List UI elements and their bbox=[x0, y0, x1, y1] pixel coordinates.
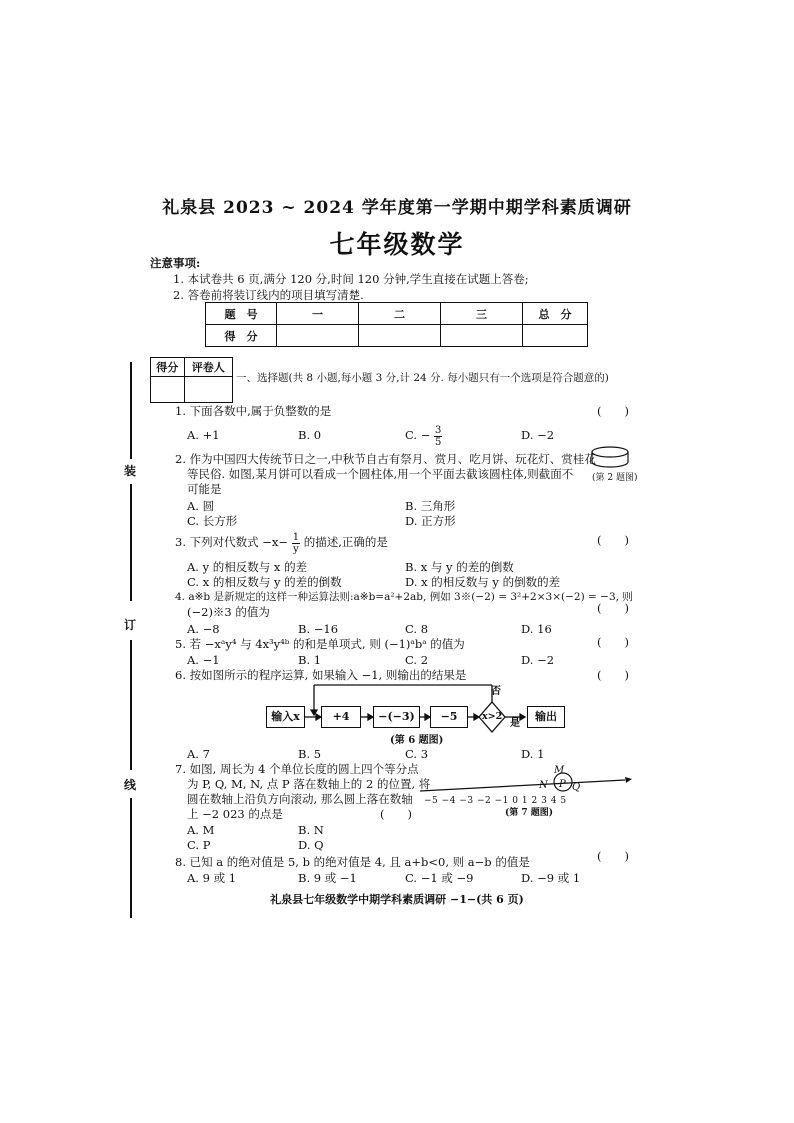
notice-item-1: 1. 本试卷共 6 页,满分 120 分,时间 120 分钟,学生直接在试题上答卷; bbox=[173, 272, 529, 286]
q7-option-b: B. N bbox=[298, 823, 324, 837]
notice-item-2: 2. 答卷前将装订线内的项目填写清楚. bbox=[173, 288, 364, 302]
q3-fraction bbox=[292, 532, 300, 555]
binding-char-zhuang: 装 bbox=[124, 464, 137, 478]
q3-option-b: B. x 与 y 的差的倒数 bbox=[405, 560, 514, 574]
score-cell-3[interactable] bbox=[441, 325, 523, 347]
flow-output-box: 输出 bbox=[527, 706, 565, 728]
q1-option-c-prefix: C. − bbox=[405, 428, 431, 442]
q4-answer-paren[interactable]: ( ) bbox=[597, 601, 629, 615]
q2-option-b: B. 三角形 bbox=[405, 499, 456, 513]
q3-option-c: C. x 的相反数与 y 的差的倒数 bbox=[187, 575, 342, 589]
q3-stem-pre: 3. 下列对代数式 −x− bbox=[175, 535, 289, 549]
binding-line-segment bbox=[130, 640, 132, 770]
q7-tick: −2 bbox=[476, 796, 492, 806]
q6-stem: 6. 按如图所示的程序运算, 如果输入 −1, 则输出的结果是 bbox=[175, 668, 467, 682]
binding-line-segment bbox=[130, 362, 132, 459]
grader-name-cell[interactable] bbox=[184, 377, 232, 403]
score-header-total: 总 分 bbox=[523, 303, 588, 325]
q4-line-1: 4. a※b 是新规定的这样一种运算法则:a※b=a²+2ab, 例如 3※(−2) = 3²+2×3×(−2) = −3, 则 bbox=[175, 591, 633, 603]
flow-step-minus5: −5 bbox=[430, 706, 468, 728]
score-cell-2[interactable] bbox=[359, 325, 441, 347]
flow-input-box: 输入x bbox=[266, 706, 305, 728]
flow-step-plus4: +4 bbox=[321, 706, 361, 728]
q7-line-3: 圆在数轴上沿负方向滚动, 那么圆上落在数轴 bbox=[187, 792, 413, 806]
q7-tick: −3 bbox=[459, 796, 474, 806]
page-footer: 礼泉县七年级数学中期学科素质调研 −1−(共 6 页) bbox=[270, 893, 524, 906]
section1-heading: 一、选择题(共 8 小题,每小题 3 分,计 24 分. 每小题只有一个选项是符合题意的) bbox=[236, 372, 609, 384]
q7-tick: 1 bbox=[521, 796, 529, 806]
score-row-label: 得 分 bbox=[206, 325, 277, 347]
q2-option-a: A. 圆 bbox=[187, 499, 215, 513]
exam-title: 礼泉县 2023 ~ 2024 学年度第一学期中期学科素质调研 bbox=[162, 198, 632, 218]
q7-line-4: 上 −2 023 的点是 bbox=[187, 807, 283, 821]
q7-line-1: 7. 如图, 周长为 4 个单位长度的圆上四个等分点 bbox=[175, 762, 419, 776]
grader-score-cell[interactable] bbox=[151, 377, 185, 403]
binding-line-segment bbox=[130, 484, 132, 601]
q7-tick: 2 bbox=[531, 796, 538, 806]
q6-figure-caption: (第 6 题图) bbox=[390, 735, 444, 746]
q7-point-p: P bbox=[559, 779, 566, 790]
q1-option-c bbox=[405, 420, 442, 450]
flow-condition: x>2 bbox=[482, 711, 503, 722]
q6-option-b: B. 5 bbox=[298, 747, 322, 761]
q5-option-a: A. −1 bbox=[187, 653, 220, 667]
q7-figure-caption: (第 7 题图) bbox=[505, 808, 554, 818]
flow-step-minus-neg3: −(−3) bbox=[373, 706, 420, 728]
notice-heading: 注意事项: bbox=[150, 256, 201, 270]
q4-option-a: A. −8 bbox=[187, 622, 220, 636]
q3-fraction-numerator: 1 bbox=[292, 531, 300, 543]
q6-option-c: C. 3 bbox=[405, 747, 429, 761]
q4-option-d: D. 16 bbox=[521, 622, 552, 636]
q7-option-a: A. M bbox=[187, 823, 215, 837]
score-header-part2: 二 bbox=[359, 303, 441, 325]
score-cell-1[interactable] bbox=[277, 325, 359, 347]
q4-option-b: B. −16 bbox=[298, 622, 339, 636]
score-header-part3: 三 bbox=[441, 303, 523, 325]
exam-subtitle: 七年级数学 bbox=[329, 230, 465, 259]
q2-line-3: 可能是 bbox=[187, 482, 222, 496]
q7-tick: −5 bbox=[424, 796, 439, 806]
q7-point-m: M bbox=[554, 765, 565, 776]
q7-point-q: Q bbox=[572, 782, 581, 793]
q5-option-b: B. 1 bbox=[298, 653, 322, 667]
q1-option-d: D. −2 bbox=[521, 428, 555, 442]
grader-box bbox=[150, 357, 233, 403]
q2-figure-caption: (第 2 题图) bbox=[592, 473, 638, 483]
q8-answer-paren[interactable]: ( ) bbox=[597, 849, 629, 863]
q7-tick: 4 bbox=[550, 796, 557, 806]
q3-option-a: A. y 的相反数与 x 的差 bbox=[187, 560, 308, 574]
q7-point-n: N bbox=[539, 780, 548, 791]
flow-yes-label: 是 bbox=[510, 718, 520, 729]
q1-answer-paren[interactable]: ( ) bbox=[597, 404, 629, 418]
q4-line-2: (−2)※3 的值为 bbox=[187, 605, 270, 619]
q3-fraction-denominator: y bbox=[293, 543, 299, 555]
score-table bbox=[205, 302, 588, 347]
q7-tick: 0 bbox=[512, 796, 519, 806]
q7-tick: −1 bbox=[494, 796, 509, 806]
q5-answer-paren[interactable]: ( ) bbox=[597, 635, 629, 649]
q8-option-b: B. 9 或 −1 bbox=[298, 871, 357, 885]
q2-option-d: D. 正方形 bbox=[405, 514, 456, 528]
grader-name-label: 评卷人 bbox=[184, 358, 232, 377]
q7-tick: 5 bbox=[560, 796, 567, 806]
q6-option-d: D. 1 bbox=[521, 747, 545, 761]
q7-option-d: D. Q bbox=[298, 838, 324, 852]
q2-line-1: 2. 作为中国四大传统节日之一,中秋节自古有祭月、赏月、吃月饼、玩花灯、赏桂花 bbox=[175, 452, 596, 466]
q2-line-2: 等民俗. 如图,某月饼可以看成一个圆柱体,用一个平面去截该圆柱体,则截面不 bbox=[187, 467, 574, 481]
q1-option-a: A. +1 bbox=[187, 428, 220, 442]
q3-option-d: D. x 的相反数与 y 的倒数的差 bbox=[405, 575, 561, 589]
q4-option-c: C. 8 bbox=[405, 622, 429, 636]
q7-answer-paren[interactable]: ( ) bbox=[380, 807, 412, 821]
mooncake-cylinder-figure bbox=[590, 446, 630, 470]
q8-option-c: C. −1 或 −9 bbox=[405, 871, 474, 885]
q5-option-d: D. −2 bbox=[521, 653, 555, 667]
q1-option-c-fraction bbox=[434, 425, 442, 448]
q3-answer-paren[interactable]: ( ) bbox=[597, 533, 629, 547]
score-cell-total[interactable] bbox=[523, 325, 588, 347]
q8-option-a: A. 9 或 1 bbox=[187, 871, 237, 885]
binding-char-xian: 线 bbox=[124, 778, 137, 792]
q7-line-2: 为 P, Q, M, N, 点 P 落在数轴上的 2 的位置, 将 bbox=[187, 777, 431, 791]
binding-char-ding: 订 bbox=[124, 618, 137, 632]
q8-stem: 8. 已知 a 的绝对值是 5, b 的绝对值是 4, 且 a+b<0, 则 a−b 的值是 bbox=[175, 855, 530, 869]
q7-tick: −4 bbox=[441, 796, 456, 806]
q7-option-c: C. P bbox=[187, 838, 211, 852]
q6-answer-paren[interactable]: ( ) bbox=[597, 668, 629, 682]
q6-option-a: A. 7 bbox=[187, 747, 210, 761]
q1-option-b: B. 0 bbox=[298, 428, 322, 442]
flow-no-label: 否 bbox=[491, 686, 501, 697]
q5-stem: 5. 若 −xᵃy⁴ 与 4x³y⁴ᵇ 的和是单项式, 则 (−1)ᵃbᵃ 的值为 bbox=[175, 637, 465, 651]
q2-option-c: C. 长方形 bbox=[187, 514, 238, 528]
q1-stem: 1. 下面各数中,属于负整数的是 bbox=[175, 404, 332, 418]
grader-score-label: 得分 bbox=[151, 358, 185, 377]
q5-option-c: C. 2 bbox=[405, 653, 429, 667]
q8-option-d: D. −9 或 1 bbox=[521, 871, 581, 885]
q3-stem-post: 的描述,正确的是 bbox=[303, 535, 388, 549]
q1-option-c-numerator: 3 bbox=[435, 424, 442, 436]
q1-option-c-denominator: 5 bbox=[435, 436, 442, 448]
q3-stem bbox=[175, 527, 388, 557]
q7-tick: 3 bbox=[541, 796, 548, 806]
score-header-label: 题 号 bbox=[206, 303, 277, 325]
score-header-part1: 一 bbox=[277, 303, 359, 325]
